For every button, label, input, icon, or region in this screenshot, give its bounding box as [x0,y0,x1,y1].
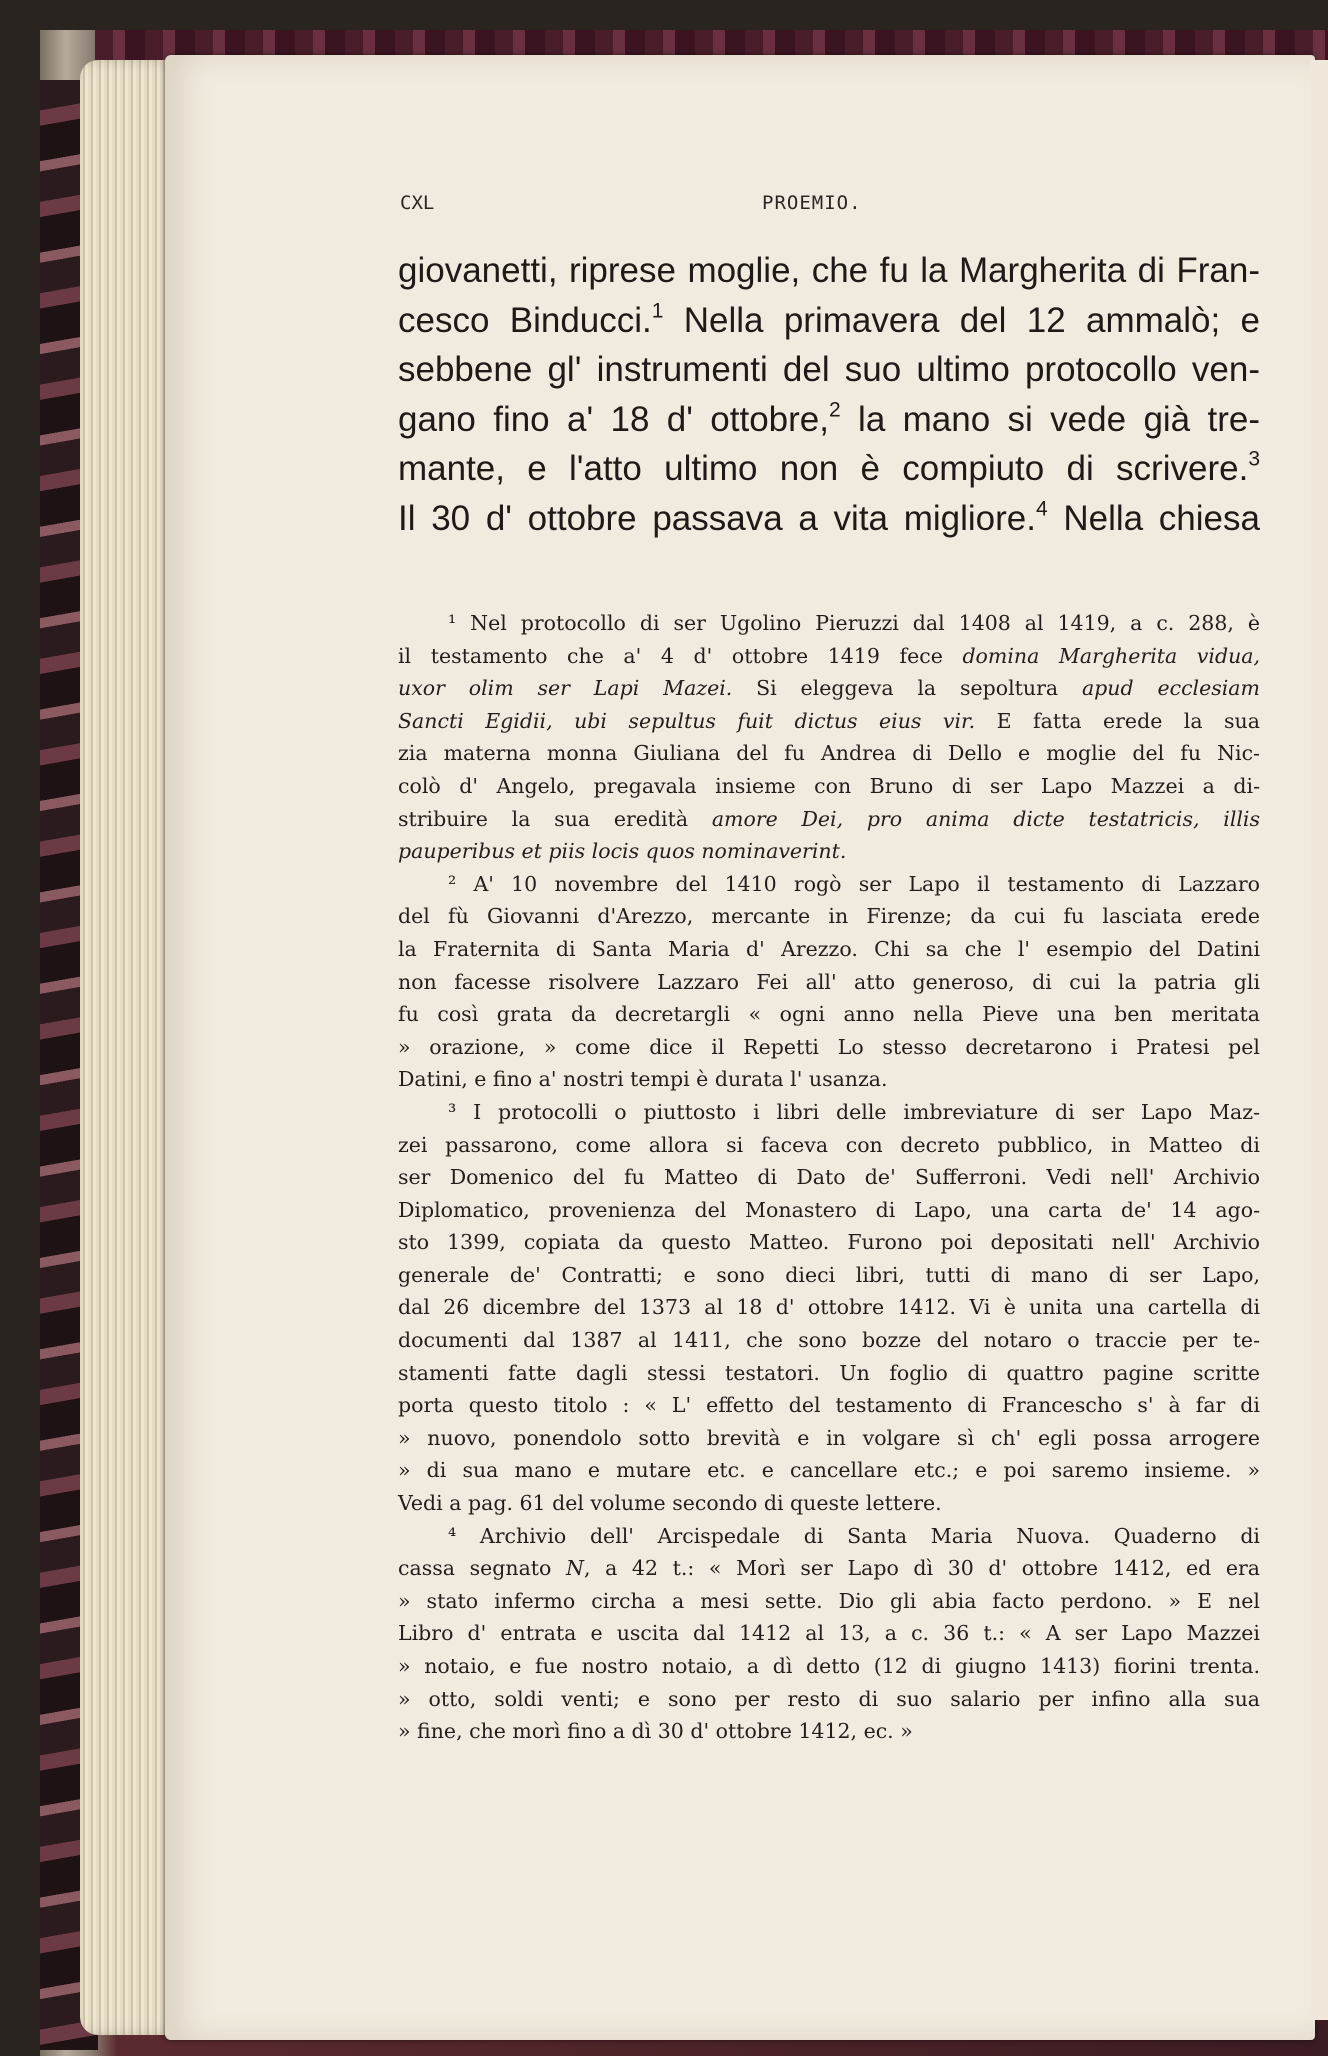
footnote-ref[interactable]: 3 [1248,447,1260,471]
footnote-3-line: dal 26 dicembre del 1373 al 18 d' ottobre 1412. Vi è unita una cartella di [398,1295,1260,1320]
footnote-3-line: ³ I protocolli o piuttosto i libri delle imbreviature di ser Lapo Maz- [448,1099,1260,1124]
footnote-2-line: fu così grata da decretargli « ogni anno nella Pieve una ben meritata [398,1002,1260,1027]
footnote-3-line: » di sua mano e mutare etc. e cancellare etc.; e poi saremo insieme. » [398,1458,1260,1483]
main-line: Il 30 d' ottobre passava a vita migliore.$^4$ Nella chiesa [398,496,1260,538]
main-line: gano fino a' 18 d' ottobre,$^2$ la mano si vede già tre- [398,397,1261,439]
footnote-ref[interactable]: 1 [651,298,664,322]
footnote-3-line: generale de' Contratti; e sono dieci libri, tutti di mano di ser Lapo, [398,1262,1260,1287]
footnote-3-line: zei passarono, come allora si faceva con decreto pubblico, in Matteo di [398,1132,1260,1157]
footnote-ref[interactable]: 2 [829,397,841,421]
footnote-1-line: uxor olim ser Lapi Mazei. Si eleggeva la sepoltura apud ecclesiam [398,676,1260,701]
footnote-2-line: non facesse risolvere Lazzaro Fei all' atto generoso, di cui la patria gli [398,969,1260,994]
footnote-2-line: ² A' 10 novembre del 1410 rogò ser Lapo il testamento di Lazzaro [448,871,1260,896]
footnote-3-line: Vedi a pag. 61 del volume secondo di queste lettere. [398,1491,942,1516]
footnote-4-line: » notaio, e fue nostro notaio, a dì detto (12 di giugno 1413) fiorini trenta. [398,1654,1260,1678]
footnotes [398,607,1260,1748]
page-number: CXL [400,192,435,214]
footnote-2-line: » orazione, » come dice il Repetti Lo stesso decretarono i Pratesi pel [398,1034,1260,1059]
footnote-3-line: sto 1399, copiata da questo Matteo. Furono poi depositati nell' Archivio [398,1230,1260,1255]
footnote-3-line: porta questo titolo : « L' effetto del testamento di Franceschо s' à far di [398,1393,1260,1418]
footnote-4-line: ⁴ Archivio dell' Arcispedale di Santa Maria Nuova. Quaderno di [448,1523,1260,1548]
footnote-3-line: ser Domenico del fu Matteo di Dato de' Sufferroni. Vedi nell' Archivio [398,1165,1260,1190]
main-text [398,246,1260,543]
footnote-4-line: Libro d' entrata e uscita dal 1412 al 13, a c. 36 t.: « A ser Lapo Mazzei [398,1621,1260,1646]
footnote-1-line: stribuire la sua eredità amore Dei, pro anima dicte testatricis, illis [398,806,1261,831]
facing-page-edge [1310,60,1328,2020]
main-line: cesco Binducci.$^1$ Nella primavera del 12 ammalò; e [398,298,1261,340]
main-line: giovanetti, riprese moglie, che fu la Margherita di Fran- [398,251,1260,290]
footnote-4-line: » fine, che morì fino a dì 30 d' ottobre 1412, ec. » [398,1719,913,1744]
footnote-3-line: » nuovo, ponendolo sotto brevità e in volgare sì ch' egli possa arrogere [398,1425,1260,1450]
footnote-1-line: pauperibus et piis locis quos nominaverint. [398,839,847,864]
footnote-4-line: » stato infermo circha a mesi sette. Dio gli abia facto perdono. » E nel [398,1588,1260,1613]
footnote-4-line: » otto, soldi venti; e sono per resto di suo salario per infino alla sua [398,1686,1260,1711]
footnote-3-line: documenti dal 1387 al 1411, che sono bozze del notaro o traccie per te- [398,1328,1260,1353]
footnote-3-line: stamenti fatte dagli stessi testatori. Un foglio di quattro pagine scritte [398,1360,1260,1385]
running-title: PROEMIO. [762,192,862,214]
footnote-3-line: Diplomatico, provenienza del Monastero di Lapo, una carta de' 14 ago- [398,1197,1260,1222]
main-line: mante, e l'atto ultimo non è compiuto di scrivere.$^3$ [398,447,1260,488]
footnote-2-line: la Fraternita di Santa Maria d' Arezzo. Chi sa che l' esempio del Datini [398,936,1260,961]
footnote-2-line: Datini, e fino a' nostri tempi è durata l' usanza. [398,1067,888,1092]
footnote-1-line: zia materna monna Giuliana del fu Andrea di Dello e moglie del fu Nic- [398,741,1260,766]
main-line: sebbene gl' instrumenti del suo ultimo protocollo ven- [398,350,1260,389]
footnote-4-line: cassa segnato N, a 42 t.: « Morì ser Lapo dì 30 d' ottobre 1412, ed era [398,1556,1260,1581]
footnote-1-line: Sancti Egidii, ubi sepultus fuit dictus eius vir. E fatta erede la sua [398,708,1260,733]
running-header [400,192,1260,222]
footnote-1-line: il testamento che a' 4 d' ottobre 1419 fece domina Margherita vidua, [398,643,1261,668]
footnote-ref[interactable]: 4 [1035,496,1048,520]
footnote-1-line: colò d' Angelo, pregavala insieme con Bruno di ser Lapo Mazzei a di- [398,773,1260,798]
footnote-1-line: ¹ Nel protocollo di ser Ugolino Pieruzzi dal 1408 al 1419, a c. 288, è [448,611,1260,635]
footnote-2-line: del fù Giovanni d'Arezzo, mercante in Firenze; da cui fu lasciata erede [398,904,1260,929]
